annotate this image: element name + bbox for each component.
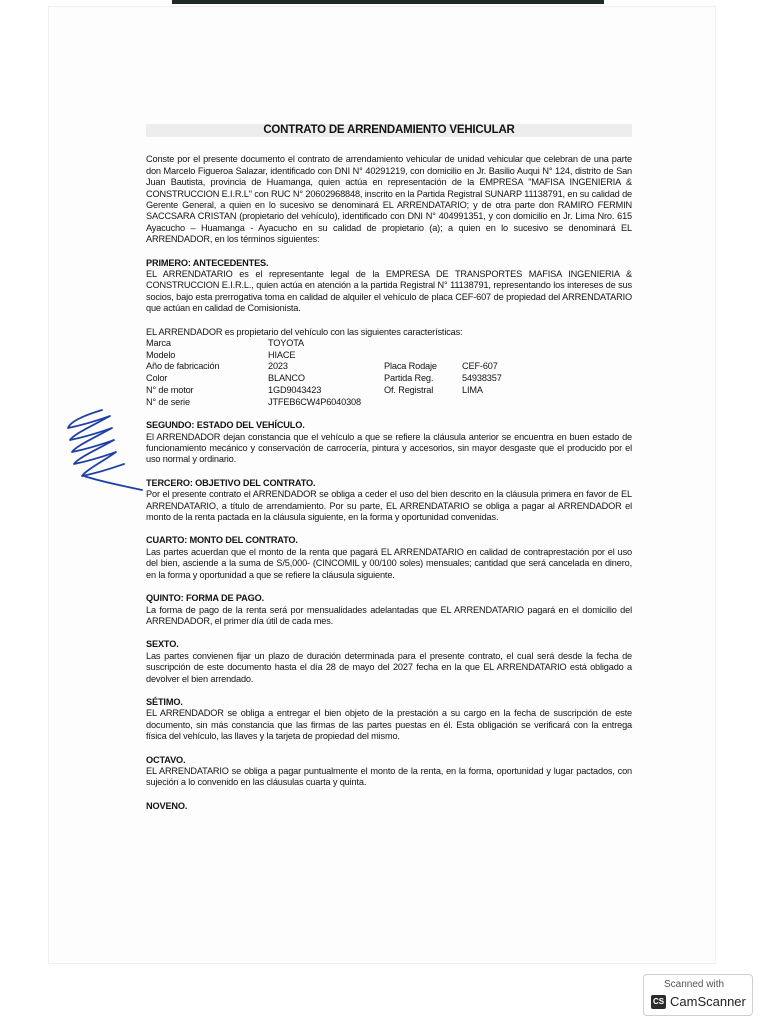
spec-row <box>146 361 632 373</box>
spec-value: TOYOTA <box>268 338 305 349</box>
scanned-with-label: Scanned with <box>664 979 725 990</box>
camscanner-logo-icon: CS <box>651 995 666 1009</box>
spec-row <box>146 385 632 397</box>
document-content <box>146 124 632 824</box>
spec-row <box>146 373 632 385</box>
clause-heading: SEXTO. <box>146 639 179 650</box>
spec-label-2: Partida Reg. <box>384 373 434 384</box>
clause-text: Las partes acuerdan que el monto de la renta que pagará EL ARRENDATARIO en calidad de contraprestación por el uso del bien, asciende a la suma de S/5,000- (CINCOMIL y 00/100 soles) mensuales; cantidad que será cancelada en dinero, en la forma y oportunidad a que se refiere la cláusula siguiente. <box>146 546 632 580</box>
spec-value: 1GD9043423 <box>268 384 322 395</box>
spec-row <box>146 397 632 409</box>
vehicle-specs <box>146 327 632 409</box>
clause-heading: OCTAVO. <box>146 754 186 765</box>
spec-label: Color <box>146 373 168 384</box>
clause-text: EL ARRENDATARIO es el representante legal de la EMPRESA DE TRANSPORTES MAFISA INGENIERIA & CONSTRUCCION E.I.R.L., quien actúa en atención a la partida Registral N° 11138791, representando los intereses de sus socios, bajo esta prerrogativa toma en calidad de alquiler el vehículo de placa CEF-607 de propiedad del ARRENDATARIO que actúan en calidad de Comisionista. <box>146 269 632 314</box>
scan-top-edge <box>172 0 604 4</box>
clause-segundo <box>146 420 632 466</box>
clause-noveno <box>146 801 632 812</box>
spec-label: Marca <box>146 338 171 349</box>
clause-text: El ARRENDADOR dejan constancia que el vehículo a que se refiere la cláusula anterior se encuentra en buen estado de funcionamiento mecánico y conservación de carrocería, pintura y accesorios, sin mayor desgaste que el producido por el uso normal y ordinario. <box>146 431 632 465</box>
clause-heading: NOVENO. <box>146 800 188 811</box>
document-title: CONTRATO DE ARRENDAMIENTO VEHICULAR <box>146 124 632 137</box>
clause-heading: SEGUNDO: ESTADO DEL VEHÍCULO. <box>146 420 305 431</box>
spec-value-2: 54938357 <box>462 373 502 384</box>
camscanner-badge <box>643 974 753 1016</box>
spec-label: N° de serie <box>146 396 190 407</box>
clause-heading: TERCERO: OBJETIVO DEL CONTRATO. <box>146 477 316 488</box>
clause-heading: SÉTIMO. <box>146 696 183 707</box>
spec-value: BLANCO <box>268 373 305 384</box>
vehicle-intro: EL ARRENDADOR es propietario del vehículo con las siguientes características: <box>146 326 463 337</box>
handwritten-signature <box>62 406 146 492</box>
spec-label: Modelo <box>146 349 176 360</box>
clause-heading: QUINTO: FORMA DE PAGO. <box>146 593 265 604</box>
spec-label-2: Placa Rodaje <box>384 361 437 372</box>
clause-primero <box>146 258 632 315</box>
spec-value: JTFEB6CW4P6040308 <box>268 396 361 407</box>
clause-cuarto <box>146 535 632 581</box>
clause-tercero <box>146 478 632 524</box>
spec-label: Año de fabricación <box>146 361 220 372</box>
clause-sexto <box>146 639 632 685</box>
spec-row <box>146 350 632 362</box>
spec-row <box>146 338 632 350</box>
spec-label: N° de motor <box>146 384 194 395</box>
intro-paragraph: Conste por el presente documento el contrato de arrendamiento vehicular de unidad vehicular que celebran de una parte don Marcelo Figueroa Salazar, identificado con DNI N° 40291219, con domicilio en Jr. Basilio Auqui N° 124, distrito de San Juan Bautista, provincia de Huamanga, quien actúa en representación de la EMPRESA "MAFISA INGENIERIA & CONSTRUCCION E.I.R.L" con RUC N° 20602968848, inscrito en la Partida Registral SUNARP 11138791, en su calidad de Gerente General, a quien en lo sucesivo se denominará EL ARRENDATARIO; y de otra parte don RAMIRO FERMIN SACCSARA CRISTAN (propietario del vehículo), identificado con DNI N° 404991351, y con domicilio en Jr. Lima Nro. 615 Ayacucho – Huamanga - Ayacucho en su calidad de propietario (a); a quien en lo sucesivo se denominará EL ARRENDADOR, en los términos siguientes: <box>146 154 632 245</box>
clause-octavo <box>146 755 632 789</box>
clause-heading: CUARTO: MONTO DEL CONTRATO. <box>146 535 298 546</box>
clause-text: EL ARRENDATARIO se obliga a pagar puntualmente el monto de la renta, en la forma, oportunidad y lugar pactados, con sujeción a lo convenido en las cláusulas cuarta y quinta. <box>146 765 632 788</box>
clause-text: EL ARRENDADOR se obliga a entregar el bien objeto de la prestación a su cargo en la fecha de suscripción de este documento, sin más constancia que las firmas de las partes puestas en él. Esta obligación se verificará con la entrega física del vehículo, las llaves y la tarjeta de propiedad del mismo. <box>146 708 632 742</box>
camscanner-name: CamScanner <box>670 994 746 1009</box>
clause-text: La forma de pago de la renta será por mensualidades adelantadas que EL ARRENDATARIO pagará en el domicilio del ARRENDADOR, el primer día útil de cada mes. <box>146 604 632 626</box>
clause-text: Las partes convienen fijar un plazo de duración determinada para el presente contrato, el cual será desde la fecha de suscripción de este documento hasta el día 28 de mayo del 2027 fecha en la que EL ARRENDATARIO está obligado a devolver el bien arrendado. <box>146 650 632 684</box>
spec-value: HIACE <box>268 349 296 360</box>
spec-value-2: CEF-607 <box>462 361 498 372</box>
clause-quinto <box>146 593 632 627</box>
spec-value-2: LIMA <box>462 384 483 395</box>
clause-text: Por el presente contrato el ARRENDADOR se obliga a ceder el uso del bien descrito en la cláusula primera en favor de EL ARRENDATARIO, a título de arrendamiento. Por su parte, EL ARRENDATARIO se obliga a pagar al ARRENDADOR el monto de la renta pactada en la cláusula siguiente, en la forma y oportunidad convenidas. <box>146 489 632 523</box>
clause-septimo <box>146 697 632 743</box>
spec-label-2: Of. Registral <box>384 384 434 395</box>
clause-heading: PRIMERO: ANTECEDENTES. <box>146 257 269 268</box>
spec-value: 2023 <box>268 361 288 372</box>
